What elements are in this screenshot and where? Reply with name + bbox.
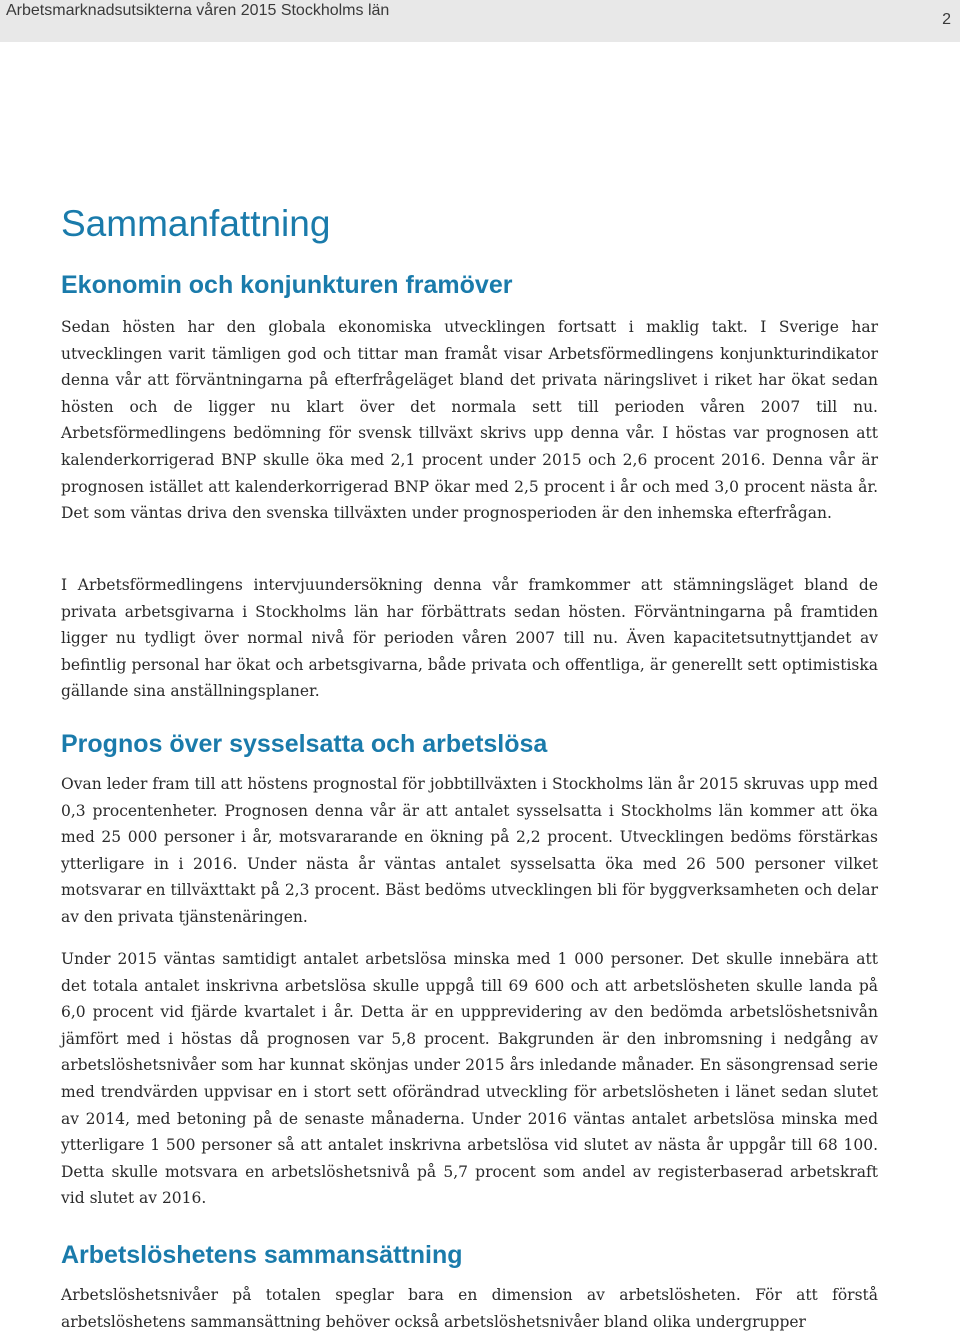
section-heading-economy: Ekonomin och konjunkturen framöver <box>61 271 513 299</box>
section-heading-forecast: Prognos över sysselsatta och arbetslösa <box>61 730 548 758</box>
paragraph-economy-2: I Arbetsförmedlingens intervjuundersökning denna vår framkommer att stämningsläget bland de privata arbetsgivarna i Stockholms län har förbättrats sedan hösten. Förväntningarna på framtiden ligger nu tydligt över normal nivå för perioden våren 2007 till nu. Även kapacitetsutnyttjandet av befintlig personal har ökat och arbetsgivarna, både privata och offentliga, är generellt sett optimistiska gällande sina anställningsplaner. <box>61 576 878 701</box>
paragraph-economy-1: Sedan hösten har den globala ekonomiska utvecklingen fortsatt i maklig takt. I Sverige har utvecklingen varit tämligen god och tittar man framåt visar Arbetsförmedlingens konjunkturindikator denna vår att förväntningarna på efterfrågeläget bland det privata näringslivet i riket har ökat sedan hösten och de ligger nu klart över det normala sett till perioden våren 2007 till nu. Arbetsförmedlingens bedömning för svensk tillväxt skrivs upp denna vår. I höstas var prognosen att kalenderkorrigerad BNP skulle öka med 2,1 procent under 2015 och 2,6 procent 2016. Denna vår är prognosen istället att kalenderkorrigerad BNP ökar med 2,5 procent i år och med 3,0 procent nästa år. Det som väntas driva den svenska tillväxten under prognosperioden är den inhemska efterfrågan. <box>61 318 878 523</box>
document-title: Arbetsmarknadsutsikterna våren 2015 Stockholms län <box>6 2 390 19</box>
page-number: 2 <box>942 11 951 28</box>
section-heading-composition: Arbetslöshetens sammansättning <box>61 1241 463 1269</box>
paragraph-forecast-2: Under 2015 väntas samtidigt antalet arbetslösa minska med 1 000 personer. Det skulle innebära att det totala antalet inskrivna arbetslösa skulle uppgå till 69 600 och att arbetslösheten skulle landa på 6,0 procent vid fjärde kvartalet i år. Detta är en uppprevidering av den bedömda arbetslöshetsnivån jämfört med i höstas då prognosen var 5,8 procent. Bakgrunden är den inbromsning i nedgång av arbetslöshetsnivåer som har kunnat skönjas under 2015 års inledande månader. En säsongrensad serie med trendvärden uppvisar en i stort sett oförändrad utveckling för arbetslösheten i länet sedan slutet av 2014, med betoning på de senaste månaderna. Under 2016 väntas antalet arbetslösa minska med ytterligare 1 500 personer så att antalet inskrivna arbetslösa vid slutet av nästa år uppgår till 68 100. Detta skulle motsvara en arbetslöshetsnivå på 5,7 procent som andel av registerbaserad arbetskraft vid slutet av 2016. <box>61 950 878 1208</box>
page-header <box>0 0 960 42</box>
paragraph-forecast-1: Ovan leder fram till att höstens prognostal för jobbtillväxten i Stockholms län år 2015 skruvas upp med 0,3 procentenheter. Prognosen denna vår är att antalet sysselsatta i Stockholms län kommer att öka med 25 000 personer i år, motsvararande en ökning på 2,2 procent. Utvecklingen bedöms förstärkas ytterligare in i 2016. Under nästa år väntas antalet sysselsatta öka med 26 500 personer vilket motsvarar en tillväxttakt på 2,3 procent. Bäst bedöms utvecklingen bli för byggverksamheten och delar av den privata tjänstenäringen. <box>61 775 878 926</box>
paragraph-composition-1: Arbetslöshetsnivåer på totalen speglar bara en dimension av arbetslösheten. För att förstå arbetslöshetens sammansättning behöver också arbetslöshetsnivåer bland olika undergrupper <box>61 1286 878 1331</box>
page-title: Sammanfattning <box>61 203 331 244</box>
